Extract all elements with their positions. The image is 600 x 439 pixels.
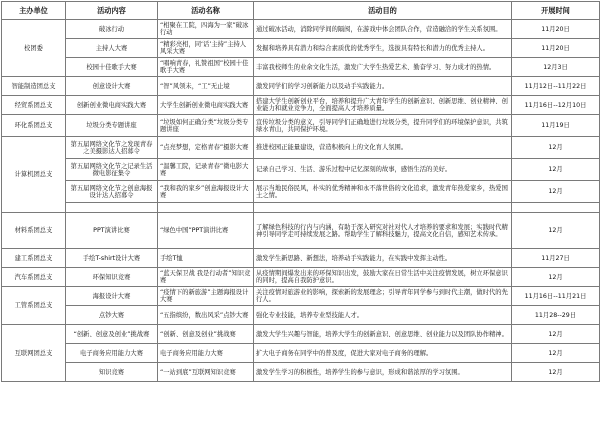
cell-content: 校园十佳歌手大赛 <box>66 58 158 77</box>
cell-goal: 推进校园正能量建设，营造积极向上的文化育人氛围。 <box>254 137 512 159</box>
cell-name: “唱响青春，礼赞祖国”校园十佳歌手大赛 <box>158 58 254 77</box>
cell-content: 点钞大赛 <box>66 306 158 325</box>
table-row <box>2 287 600 306</box>
cell-time: 12月3日 <box>512 58 600 77</box>
cell-content: 第五届网络文化节之创意海报设计达人招募令 <box>66 181 158 203</box>
table-row <box>2 325 600 344</box>
cell-content: 主持人大赛 <box>66 39 158 58</box>
cell-unit: 材料系团总支 <box>2 213 66 249</box>
cell-name: “绿色中国”PPT演讲比赛 <box>158 213 254 249</box>
cell-unit: 汽车系团总支 <box>2 268 66 287</box>
cell-goal: 通过破冰活动，消除同学间的隔阂，在游戏中体会团队合作，营造融洽的学生关系氛围。 <box>254 20 512 39</box>
table-row <box>2 137 600 159</box>
cell-goal: 激发学生学习的积极性，培养学生的参与意识，形成和谐浓厚的学习氛围。 <box>254 363 512 382</box>
header-unit: 主办单位 <box>2 2 66 20</box>
cell-name: “一站到底”互联网知识竞赛 <box>158 363 254 382</box>
cell-unit: 智能制造团总支 <box>2 77 66 96</box>
cell-name: “五指缤纷，数出风采”点钞大赛 <box>158 306 254 325</box>
cell-goal: 丰富我校师生的业余文化生活，激发广大学生热爱艺术、勤奋学习、努力成才的热情。 <box>254 58 512 77</box>
table-body <box>2 20 600 382</box>
cell-goal: 关注疫情对旅游业的影响，探索新的发展理念；引导青年同学参与到时代主潮，做时代的先行人。 <box>254 287 512 306</box>
header-goal: 活动目的 <box>254 2 512 20</box>
cell-name: “垃圾如何正确分类”垃圾分类专题讲座 <box>158 115 254 137</box>
activity-table <box>1 1 600 382</box>
cell-content: 海报设计大赛 <box>66 287 158 306</box>
cell-name: “点亮梦想，定格青春”摄影大赛 <box>158 137 254 159</box>
cell-content: 第五届网络文化节之发现青春之美摄影达人招募令 <box>66 137 158 159</box>
cell-content: 创意设计大赛 <box>66 77 158 96</box>
cell-time: 12月 <box>512 325 600 344</box>
header-content: 活动内容 <box>66 2 158 20</box>
cell-name: “精彩亮相，同‘话’主持”主持人风采大赛 <box>158 39 254 58</box>
cell-content: 第五届网络文化节之记录生活微电影征集令 <box>66 159 158 181</box>
cell-time: 11月27日 <box>512 249 600 268</box>
cell-name: “疫情下的新旅游”主题海报设计大赛 <box>158 287 254 306</box>
table-row <box>2 39 600 58</box>
cell-goal: 记录自己学习、生活、游乐过程中记忆深刻的故事，感悟生活的美好。 <box>254 159 512 181</box>
cell-goal: 宣传垃圾分类的意义，引导同学们正确地进行垃圾分类，提升同学们的环境保护意识，共筑绿水青山，共同保护环境。 <box>254 115 512 137</box>
table-row <box>2 344 600 363</box>
cell-unit: 互联网团总支 <box>2 325 66 382</box>
cell-time: 11月19日 <box>512 115 600 137</box>
cell-content: 破冰行动 <box>66 20 158 39</box>
cell-content: 手绘T-shirt设计大赛 <box>66 249 158 268</box>
cell-time: 11月12日--11月22日 <box>512 77 600 96</box>
header-name: 活动名称 <box>158 2 254 20</box>
cell-time: 12月 <box>512 137 600 159</box>
cell-goal: 搭建大学生创新创业平台，培养和提升广大青年学生的创新意识、创新思维、创业精神、创业能力和就业竞争力，全面提高人才培养质量。 <box>254 96 512 115</box>
cell-name: “创新、创意及创业”挑战赛 <box>158 325 254 344</box>
cell-time: 11月16日--11月21日 <box>512 287 600 306</box>
cell-name: “我和我的家乡”创意海报设计大赛 <box>158 181 254 203</box>
cell-unit: 经贸系团总支 <box>2 96 66 115</box>
table-row <box>2 96 600 115</box>
cell-content: 创新创业微电商实践大赛 <box>66 96 158 115</box>
cell-unit: 环化系团总支 <box>2 115 66 137</box>
cell-goal: 发掘和培养具有潜力和综合素质优的优秀学生，选拔具有特长和潜力的优秀主持人。 <box>254 39 512 58</box>
table-row <box>2 115 600 137</box>
cell-goal: 展示当地民俗民风，朴实的优秀精神和永不落世俗的文化追求，激发青年热爱家乡，热爱国土之情。 <box>254 181 512 203</box>
table-row <box>2 77 600 96</box>
cell-goal <box>254 203 512 213</box>
cell-unit: 建工系团总支 <box>2 249 66 268</box>
cell-time: 12月 <box>512 363 600 382</box>
cell-time: 11月28--29日 <box>512 306 600 325</box>
cell-content: PPT演讲比赛 <box>66 213 158 249</box>
cell-time <box>512 203 600 213</box>
cell-unit: 计算机团总支 <box>2 137 66 213</box>
table-row <box>2 203 600 213</box>
cell-name: “相聚在工院，四海为一家”破冰行动 <box>158 20 254 39</box>
cell-time: 12月 <box>512 344 600 363</box>
cell-time: 11月20日 <box>512 20 600 39</box>
table-row <box>2 363 600 382</box>
cell-goal: 从疫情期间爆发出来的环保知识出发，鼓励大家在日常生活中关注疫情发展，树立环保意识的同时，提高自我防护意识。 <box>254 268 512 287</box>
cell-name: “智”风领未，“工”无止境 <box>158 77 254 96</box>
cell-name: 电子商务应用能力大赛 <box>158 344 254 363</box>
cell-goal: 激发同学们的学习创新能力以及动手实践能力。 <box>254 77 512 96</box>
cell-content: 垃圾分类专题讲座 <box>66 115 158 137</box>
cell-goal: 强化专业技能，培养专业型技能人才。 <box>254 306 512 325</box>
cell-content: 知识竞赛 <box>66 363 158 382</box>
cell-goal: 扩大电子商务在同学中的普及度，促进大家对电子商务的理解。 <box>254 344 512 363</box>
table-row <box>2 306 600 325</box>
table-row <box>2 159 600 181</box>
cell-goal: 了解绿色科技的行内与内涵，有助于深入研究对社对代人才培养的要求和发展；实践时代精神引导同学走可持续发展之路。帮助学生了解科技魅力，提高文化自信，感知艺术传承。 <box>254 213 512 249</box>
cell-unit: 工管系团总支 <box>2 287 66 325</box>
table-row <box>2 268 600 287</box>
cell-content: 电子商务应用能力大赛 <box>66 344 158 363</box>
table-row <box>2 213 600 249</box>
header-row <box>2 2 600 20</box>
cell-goal: 激发大学生兴趣与智能，培养大学生的创新意识、创意思维、创业能力以及团队协作精神。 <box>254 325 512 344</box>
cell-content: 环保知识竞赛 <box>66 268 158 287</box>
cell-name: “蓝天保卫战 我是行动者”知识竞赛 <box>158 268 254 287</box>
cell-name <box>158 203 254 213</box>
cell-time: 12月 <box>512 213 600 249</box>
cell-time: 12月 <box>512 181 600 203</box>
cell-content <box>66 203 158 213</box>
cell-time: 12月 <box>512 159 600 181</box>
table-row <box>2 20 600 39</box>
table-row <box>2 181 600 203</box>
cell-time: 11月16日--12月10日 <box>512 96 600 115</box>
table-row <box>2 249 600 268</box>
table-row <box>2 58 600 77</box>
cell-unit: 校团委 <box>2 20 66 77</box>
cell-name: “温馨工院，记录青春”微电影大赛 <box>158 159 254 181</box>
cell-name: 大学生创新创业微电商实践大赛 <box>158 96 254 115</box>
cell-content: “创新、创意及创业”挑战赛 <box>66 325 158 344</box>
cell-goal: 激发学生新思路、新想法，培养动手实践能力，在实践中发挥主动性。 <box>254 249 512 268</box>
cell-time: 12月 <box>512 268 600 287</box>
cell-time: 11月20日 <box>512 39 600 58</box>
header-time: 开展时间 <box>512 2 600 20</box>
cell-name: 手绘T恤 <box>158 249 254 268</box>
